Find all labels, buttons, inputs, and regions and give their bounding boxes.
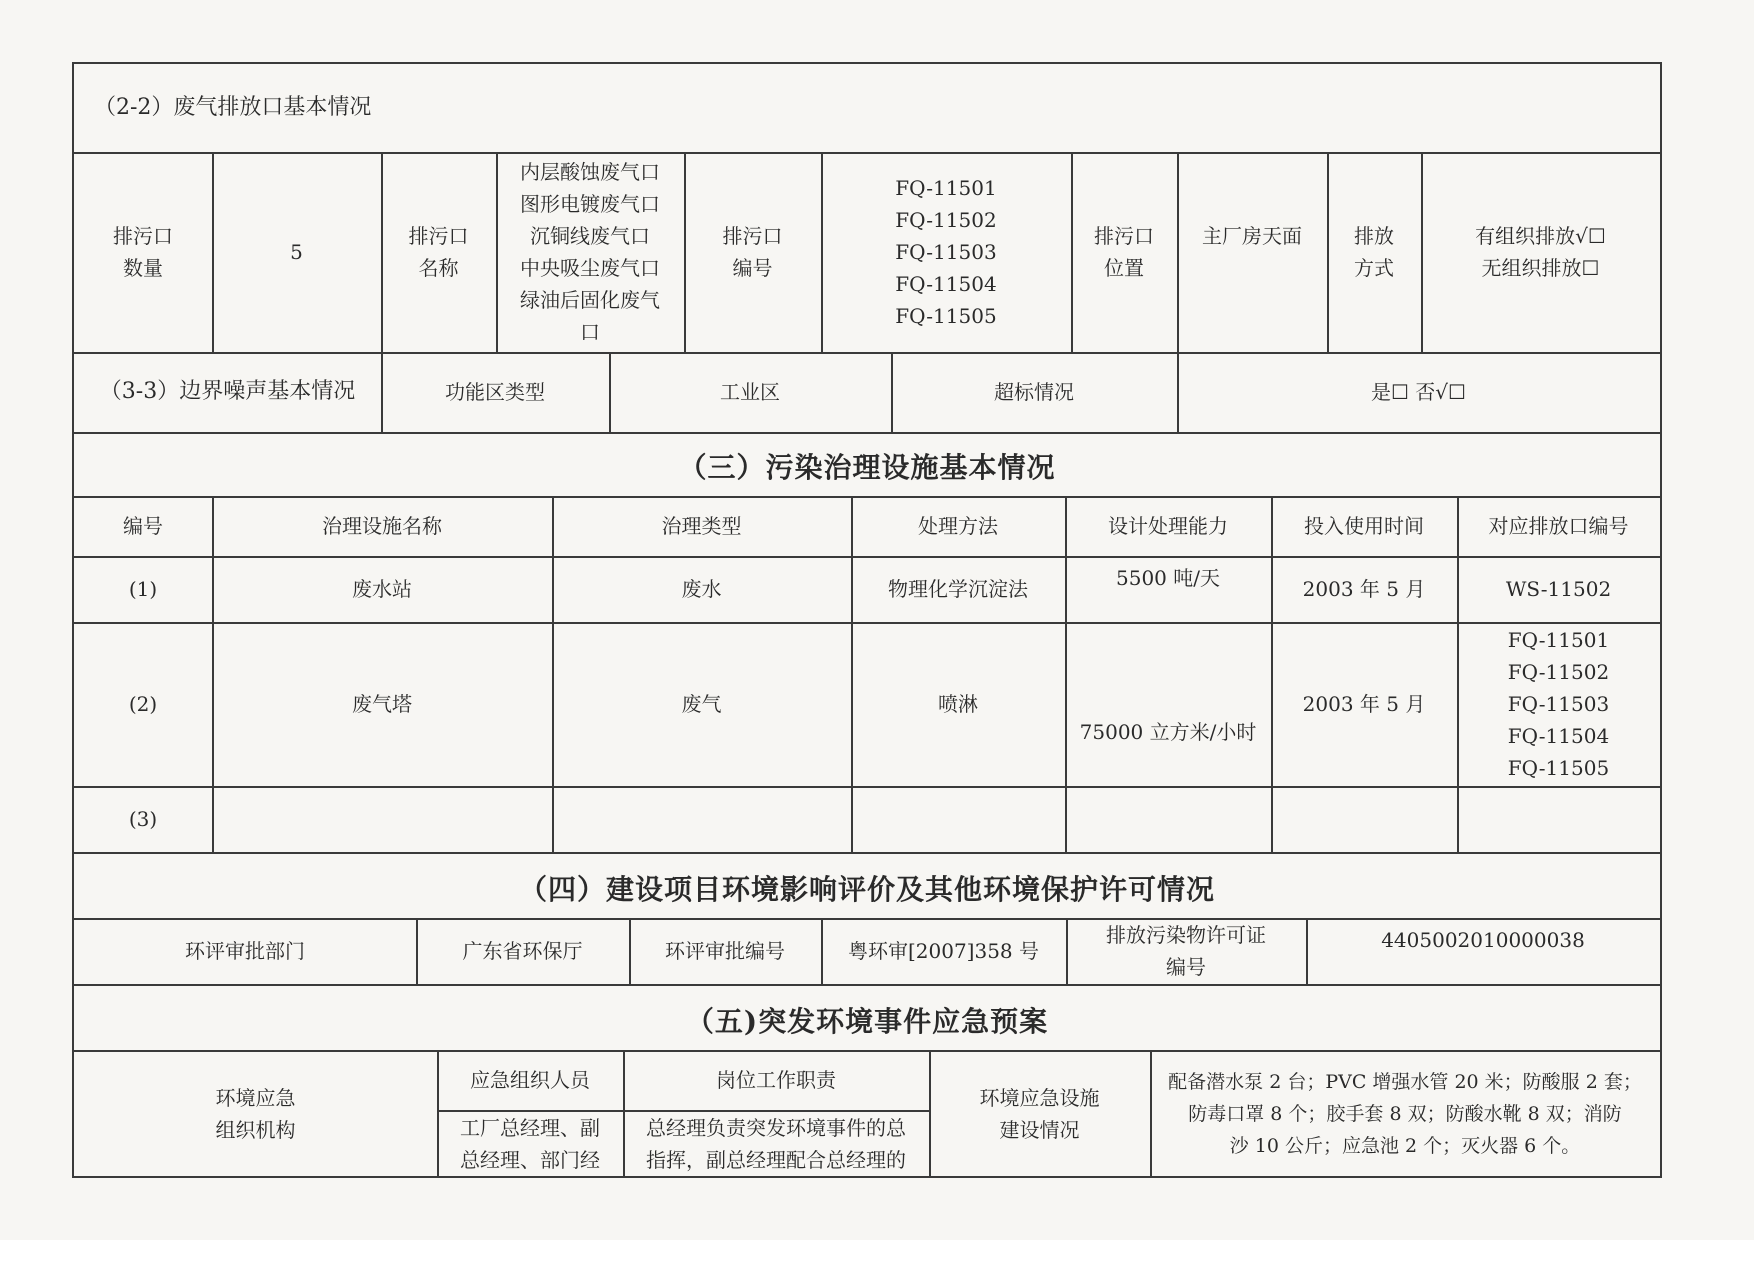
outlet-code-label: 排污口 编号 bbox=[722, 224, 783, 280]
section-3-title: （三）污染治理设施基本情况 bbox=[678, 451, 1056, 484]
grid-line bbox=[72, 852, 1662, 854]
outlet-position-value: 主厂房天面 bbox=[1202, 224, 1302, 248]
row-1-name: 废水站 bbox=[352, 577, 412, 601]
col-header-date: 投入使用时间 bbox=[1304, 514, 1424, 538]
facility-label: 环境应急设施 建设情况 bbox=[979, 1086, 1100, 1142]
outlet-count-value: 5 bbox=[290, 240, 303, 264]
eia-approval-label: 环评审批编号 bbox=[665, 939, 785, 963]
row-2-date: 2003 年 5 月 bbox=[1302, 692, 1426, 716]
permit-value: 4405002010000038 bbox=[1381, 928, 1585, 952]
row-2-capacity: 75000 立方米/小时 bbox=[1079, 720, 1257, 744]
duty-header: 岗位工作职责 bbox=[716, 1068, 836, 1092]
eia-approval-value: 粤环审[2007]358 号 bbox=[847, 939, 1040, 963]
facility-value: 配备潜水泵 2 台；PVC 增强水管 20 米；防酸服 2 套； 防毒口罩 8 个；胶手套 8 双；防酸水靴 8 双；消防 沙 10 公斤；应急池 2 个；灭火器 6 个。 bbox=[1168, 1071, 1642, 1157]
row-1-capacity: 5500 吨/天 bbox=[1116, 566, 1220, 590]
row-1-date: 2003 年 5 月 bbox=[1302, 577, 1426, 601]
grid-line bbox=[72, 984, 1662, 986]
exceed-value: 是☐ 否√☐ bbox=[1371, 380, 1466, 404]
emission-mode-options: 有组织排放√☐ 无组织排放☐ bbox=[1475, 224, 1606, 280]
col-header-name: 治理设施名称 bbox=[322, 514, 442, 538]
staff-value: 工厂总经理、副 总经理、部门经 bbox=[460, 1116, 600, 1172]
outlet-count-label: 排污口 数量 bbox=[113, 224, 173, 280]
section-4-title: （四）建设项目环境影响评价及其他环境保护许可情况 bbox=[518, 873, 1215, 906]
row-1-outlets: WS-11502 bbox=[1505, 577, 1612, 601]
grid-line bbox=[72, 432, 1662, 434]
emergency-org-label: 环境应急 组织机构 bbox=[215, 1086, 296, 1142]
emission-mode-label: 排放 方式 bbox=[1354, 224, 1394, 280]
outlet-position-label: 排污口 位置 bbox=[1094, 224, 1154, 280]
row-1-method: 物理化学沉淀法 bbox=[888, 577, 1028, 601]
row-2-name: 废气塔 bbox=[352, 692, 412, 716]
row-2-type: 废气 bbox=[681, 692, 722, 716]
eia-dept-label: 环评审批部门 bbox=[185, 939, 305, 963]
zone-type-value: 工业区 bbox=[720, 380, 780, 404]
row-2-id: (2) bbox=[128, 692, 158, 716]
section-3-3-title: （3-3）边界噪声基本情况 bbox=[99, 379, 356, 404]
outlet-name-label: 排污口 名称 bbox=[408, 224, 469, 280]
eia-dept-value: 广东省环保厅 bbox=[462, 939, 583, 963]
permit-label: 排放污染物许可证 编号 bbox=[1106, 923, 1266, 979]
section-2-2-title: （2-2）废气排放口基本情况 bbox=[94, 95, 372, 120]
page-bottom-margin bbox=[0, 1240, 1754, 1275]
exceed-label: 超标情况 bbox=[994, 380, 1074, 404]
duty-value: 总经理负责突发环境事件的总 指挥，副总经理配合总经理的 bbox=[646, 1116, 906, 1172]
grid-line bbox=[72, 786, 1662, 788]
col-header-id: 编号 bbox=[123, 514, 163, 538]
col-header-outlets: 对应排放口编号 bbox=[1488, 514, 1629, 538]
col-header-type: 治理类型 bbox=[661, 514, 742, 538]
row-3-id: (3) bbox=[128, 807, 158, 831]
outlet-codes: FQ-11501 FQ-11502 FQ-11503 FQ-11504 FQ-11505 bbox=[895, 176, 997, 328]
row-1-id: (1) bbox=[128, 577, 158, 601]
section-5-title: （五)突发环境事件应急预案 bbox=[685, 1005, 1049, 1038]
zone-type-label: 功能区类型 bbox=[445, 380, 545, 404]
outlet-names: 内层酸蚀废气口 图形电镀废气口 沉铜线废气口 中央吸尘废气口 绿油后固化废气 口 bbox=[520, 160, 660, 344]
row-2-method: 喷淋 bbox=[938, 692, 978, 716]
staff-header: 应急组织人员 bbox=[470, 1068, 590, 1092]
row-2-outlets: FQ-11501 FQ-11502 FQ-11503 FQ-11504 FQ-11505 bbox=[1507, 628, 1610, 780]
col-header-capacity: 设计处理能力 bbox=[1108, 514, 1228, 538]
row-1-type: 废水 bbox=[681, 577, 722, 601]
col-header-method: 处理方法 bbox=[918, 514, 998, 538]
